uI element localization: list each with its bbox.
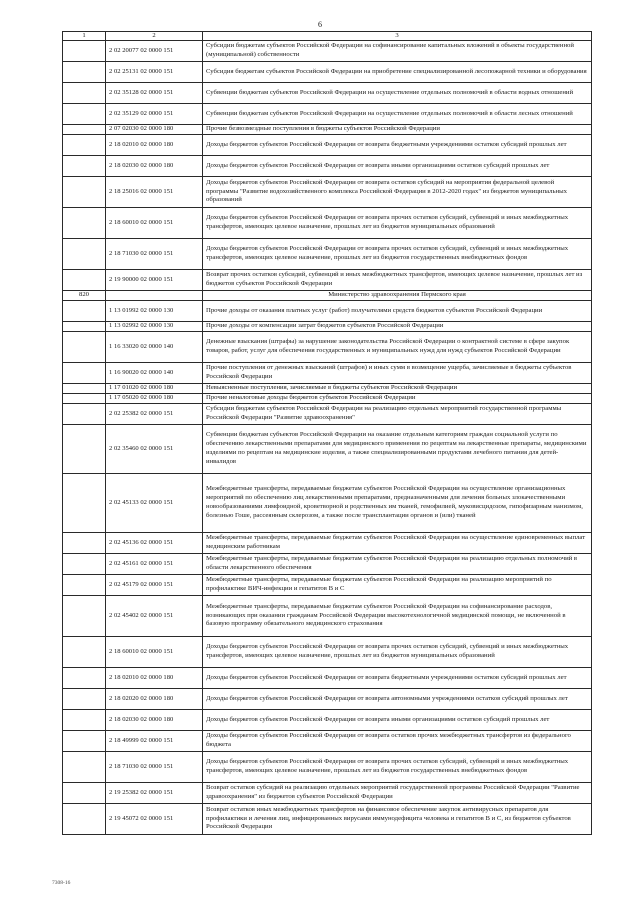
kbk-code-cell: 2 02 25131 02 0000 151 bbox=[106, 62, 203, 83]
description-cell: Межбюджетные трансферты, передаваемые бюджетам субъектов Российской Федерации на реализацию мероприятий по профилактике ВИЧ-инфекции и гепатитов В и С bbox=[203, 575, 592, 596]
code-cell bbox=[63, 135, 106, 156]
table-row bbox=[63, 270, 592, 291]
description-cell: Доходы бюджетов субъектов Российской Федерации от возврата бюджетными учреждениями остатков субсидий прошлых лет bbox=[203, 135, 592, 156]
kbk-code-cell: 2 02 45402 02 0000 151 bbox=[106, 596, 203, 637]
description-cell: Субвенции бюджетам субъектов Российской Федерации на оказание отдельным категориям граждан социальной услуги по обеспечению лекарственными препаратами для медицинского применения по рецептам на лекарственные препараты, медицинскими изделиями по рецептам на медицинские изделия, а также специализированными продуктами лечебного питания для детей-инвалидов bbox=[203, 425, 592, 474]
code-cell bbox=[63, 270, 106, 291]
table-row bbox=[63, 731, 592, 752]
table-body bbox=[63, 32, 592, 835]
kbk-code-cell: 1 13 01992 02 0000 130 bbox=[106, 301, 203, 322]
kbk-code-cell: 2 02 35128 02 0000 151 bbox=[106, 83, 203, 104]
kbk-code-cell: 2 02 25382 02 0000 151 bbox=[106, 404, 203, 425]
description-cell: Доходы бюджетов субъектов Российской Федерации от возврата остатков прочих межбюджетных трансфертов из федерального бюджета bbox=[203, 731, 592, 752]
kbk-code-cell: 2 18 71030 02 0000 151 bbox=[106, 239, 203, 270]
description-cell: Доходы бюджетов субъектов Российской Федерации от возврата иными организациями остатков субсидий прошлых лет bbox=[203, 710, 592, 731]
table-row bbox=[63, 425, 592, 474]
description-cell: Субсидия бюджетам субъектов Российской Федерации на приобретение специализированной лесопожарной техники и оборудования bbox=[203, 62, 592, 83]
code-cell bbox=[63, 689, 106, 710]
revenue-codes-table-container bbox=[62, 31, 592, 835]
table-row bbox=[63, 394, 592, 404]
table-row bbox=[63, 239, 592, 270]
code-cell bbox=[63, 533, 106, 554]
code-cell bbox=[63, 668, 106, 689]
description-cell: Межбюджетные трансферты, передаваемые бюджетам субъектов Российской Федерации на осуществление единовременных выплат медицинским работникам bbox=[203, 533, 592, 554]
table-row bbox=[63, 783, 592, 804]
table-row bbox=[63, 41, 592, 62]
code-cell bbox=[63, 752, 106, 783]
description-cell: Доходы бюджетов субъектов Российской Федерации от возврата иными организациями остатков субсидий прошлых лет bbox=[203, 156, 592, 177]
table-row bbox=[63, 363, 592, 384]
kbk-code-cell: 2 18 25016 02 0000 151 bbox=[106, 177, 203, 208]
description-cell: Доходы бюджетов субъектов Российской Федерации от возврата бюджетными учреждениями остатков субсидий прошлых лет bbox=[203, 668, 592, 689]
description-cell: Возврат остатков субсидий на реализацию отдельных мероприятий государственной программы Российской Федерации "Развитие здравоохранения" из бюджетов субъектов Российской Федерации bbox=[203, 783, 592, 804]
description-cell: Межбюджетные трансферты, передаваемые бюджетам субъектов Российской Федерации на софинансирование расходов, возникающих при оказании гражданам Российской Федерации высокотехнологичной медицинской помощи, не включенной в базовую программу обязательного медицинского страхования bbox=[203, 596, 592, 637]
header-col-2: 2 bbox=[106, 32, 203, 41]
kbk-code-cell: 2 18 02020 02 0000 180 bbox=[106, 689, 203, 710]
revenue-codes-table bbox=[62, 31, 592, 835]
code-cell bbox=[63, 41, 106, 62]
kbk-code-cell: 2 02 45136 02 0000 151 bbox=[106, 533, 203, 554]
table-row bbox=[63, 404, 592, 425]
description-cell: Доходы бюджетов субъектов Российской Федерации от возврата автономными учреждениями остатков субсидий прошлых лет bbox=[203, 689, 592, 710]
page-number: 6 bbox=[318, 20, 322, 29]
code-cell bbox=[63, 394, 106, 404]
kbk-code-cell: 1 17 01020 02 0000 180 bbox=[106, 384, 203, 394]
kbk-code-cell: 2 19 90000 02 0000 151 bbox=[106, 270, 203, 291]
kbk-code-cell: 2 07 02030 02 0000 180 bbox=[106, 125, 203, 135]
table-row bbox=[63, 533, 592, 554]
table-row bbox=[63, 689, 592, 710]
description-cell: Доходы бюджетов субъектов Российской Федерации от возврата прочих остатков субсидий, субвенций и иных межбюджетных трансфертов, имеющих целевое назначение, прошлых лет из бюджетов государственных внебюджетных фондов bbox=[203, 239, 592, 270]
table-row bbox=[63, 332, 592, 363]
code-cell bbox=[63, 404, 106, 425]
description-cell: Прочие доходы от компенсации затрат бюджетов субъектов Российской Федерации bbox=[203, 322, 592, 332]
code-cell bbox=[63, 239, 106, 270]
description-cell: Доходы бюджетов субъектов Российской Федерации от возврата прочих остатков субсидий, субвенций и иных межбюджетных трансфертов, имеющих целевое назначение, прошлых лет из бюджетов муниципальных образований bbox=[203, 208, 592, 239]
kbk-code-cell: 1 16 90020 02 0000 140 bbox=[106, 363, 203, 384]
table-row bbox=[63, 83, 592, 104]
table-row bbox=[63, 474, 592, 533]
kbk-code-cell: 2 19 25382 02 0000 151 bbox=[106, 783, 203, 804]
table-row bbox=[63, 384, 592, 394]
table-row bbox=[63, 710, 592, 731]
code-cell bbox=[63, 637, 106, 668]
description-cell: Субсидии бюджетам субъектов Российской Федерации на софинансирование капитальных вложений в объекты государственной (муниципальной) собственности bbox=[203, 41, 592, 62]
kbk-code-cell bbox=[106, 291, 203, 301]
table-row bbox=[63, 322, 592, 332]
code-cell bbox=[63, 384, 106, 394]
kbk-code-cell: 2 18 60010 02 0000 151 bbox=[106, 208, 203, 239]
code-cell bbox=[63, 301, 106, 322]
table-row bbox=[63, 804, 592, 835]
kbk-code-cell: 1 13 02992 02 0000 130 bbox=[106, 322, 203, 332]
document-stamp: 7308-16 bbox=[52, 880, 71, 886]
code-cell bbox=[63, 125, 106, 135]
description-cell: Возврат остатков иных межбюджетных трансфертов на финансовое обеспечение закупок антивирусных препаратов для профилактики и лечения лиц, инфицированных вирусами иммунодефицита человека и гепатитов В и С, из бюджетов субъектов Российской Федерации bbox=[203, 804, 592, 835]
code-cell bbox=[63, 474, 106, 533]
code-cell bbox=[63, 575, 106, 596]
table-row bbox=[63, 554, 592, 575]
description-cell: Доходы бюджетов субъектов Российской Федерации от возврата прочих остатков субсидий, субвенций и иных межбюджетных трансфертов, имеющих целевое назначение, прошлых лет из бюджетов муниципальных образований bbox=[203, 637, 592, 668]
description-cell: Прочие доходы от оказания платных услуг (работ) получателями средств бюджетов субъектов Российской Федерации bbox=[203, 301, 592, 322]
kbk-code-cell: 2 18 71030 02 0000 151 bbox=[106, 752, 203, 783]
kbk-code-cell: 2 18 02030 02 0000 180 bbox=[106, 156, 203, 177]
code-cell bbox=[63, 363, 106, 384]
table-row bbox=[63, 104, 592, 125]
table-row bbox=[63, 752, 592, 783]
kbk-code-cell: 2 19 45072 02 0000 151 bbox=[106, 804, 203, 835]
description-cell: Межбюджетные трансферты, передаваемые бюджетам субъектов Российской Федерации на осуществление организационных мероприятий по обеспечению лиц лекарственными препаратами, предназначенными для лечения больных злокачественными новообразованиями лимфоидной, кроветворной и родственных им тканей, гемофилией, муковисцидозом, гипофизарным нанизмом, болезнью Гоше, рассеянным склерозом, а также после трансплантации органов и (или) тканей bbox=[203, 474, 592, 533]
description-cell: Прочие безвозмездные поступления в бюджеты субъектов Российской Федерации bbox=[203, 125, 592, 135]
code-cell bbox=[63, 596, 106, 637]
kbk-code-cell: 2 02 35129 02 0000 151 bbox=[106, 104, 203, 125]
code-cell bbox=[63, 332, 106, 363]
table-row bbox=[63, 668, 592, 689]
kbk-code-cell: 1 17 05020 02 0000 180 bbox=[106, 394, 203, 404]
table-row bbox=[63, 177, 592, 208]
table-row bbox=[63, 62, 592, 83]
description-cell: Субсидии бюджетам субъектов Российской Федерации на реализацию отдельных мероприятий государственной программы Российской Федерации "Развитие здравоохранения" bbox=[203, 404, 592, 425]
description-cell: Субвенции бюджетам субъектов Российской Федерации на осуществление отдельных полномочий в области лесных отношений bbox=[203, 104, 592, 125]
kbk-code-cell: 2 02 45161 02 0000 151 bbox=[106, 554, 203, 575]
code-cell bbox=[63, 156, 106, 177]
description-cell: Прочие неналоговые доходы бюджетов субъектов Российской Федерации bbox=[203, 394, 592, 404]
code-cell bbox=[63, 804, 106, 835]
code-cell bbox=[63, 425, 106, 474]
kbk-code-cell: 2 18 49999 02 0000 151 bbox=[106, 731, 203, 752]
kbk-code-cell: 2 02 35460 02 0000 151 bbox=[106, 425, 203, 474]
kbk-code-cell: 1 16 33020 02 0000 140 bbox=[106, 332, 203, 363]
table-row bbox=[63, 208, 592, 239]
code-cell bbox=[63, 62, 106, 83]
kbk-code-cell: 2 02 20077 02 0000 151 bbox=[106, 41, 203, 62]
description-cell: Межбюджетные трансферты, передаваемые бюджетам субъектов Российской Федерации на реализацию отдельных полномочий в области лекарственного обеспечения bbox=[203, 554, 592, 575]
description-cell: Субвенции бюджетам субъектов Российской Федерации на осуществление отдельных полномочий в области водных отношений bbox=[203, 83, 592, 104]
code-cell bbox=[63, 731, 106, 752]
table-row bbox=[63, 637, 592, 668]
description-cell: Доходы бюджетов субъектов Российской Федерации от возврата прочих остатков субсидий, субвенций и иных межбюджетных трансфертов, имеющих целевое назначение, прошлых лет из бюджетов государственных внебюджетных фондов bbox=[203, 752, 592, 783]
table-header-row bbox=[63, 32, 592, 41]
code-cell bbox=[63, 322, 106, 332]
table-row bbox=[63, 125, 592, 135]
description-cell: Денежные взыскания (штрафы) за нарушение законодательства Российской Федерации о контрактной системе в сфере закупок товаров, работ, услуг для обеспечения государственных и муниципальных нужд для нужд субъектов Российской Федерации bbox=[203, 332, 592, 363]
ministry-row bbox=[63, 291, 592, 301]
table-row bbox=[63, 575, 592, 596]
kbk-code-cell: 2 18 60010 02 0000 151 bbox=[106, 637, 203, 668]
kbk-code-cell: 2 02 45133 02 0000 151 bbox=[106, 474, 203, 533]
code-cell: 820 bbox=[63, 291, 106, 301]
code-cell bbox=[63, 554, 106, 575]
code-cell bbox=[63, 177, 106, 208]
description-cell: Министерство здравоохранения Пермского края bbox=[203, 291, 592, 301]
kbk-code-cell: 2 18 02030 02 0000 180 bbox=[106, 710, 203, 731]
table-row bbox=[63, 156, 592, 177]
header-col-3: 3 bbox=[203, 32, 592, 41]
kbk-code-cell: 2 02 45179 02 0000 151 bbox=[106, 575, 203, 596]
header-col-1: 1 bbox=[63, 32, 106, 41]
code-cell bbox=[63, 710, 106, 731]
code-cell bbox=[63, 83, 106, 104]
table-row bbox=[63, 135, 592, 156]
kbk-code-cell: 2 18 02010 02 0000 180 bbox=[106, 135, 203, 156]
description-cell: Доходы бюджетов субъектов Российской Федерации от возврата остатков субсидий на мероприятия федеральной целевой программы "Развитие водохозяйственного комплекса Российской Федерации в 2012-2020 годах" из бюджетов муниципальных образований bbox=[203, 177, 592, 208]
description-cell: Невыясненные поступления, зачисляемые в бюджеты субъектов Российской Федерации bbox=[203, 384, 592, 394]
code-cell bbox=[63, 783, 106, 804]
table-row bbox=[63, 301, 592, 322]
code-cell bbox=[63, 104, 106, 125]
kbk-code-cell: 2 18 02010 02 0000 180 bbox=[106, 668, 203, 689]
description-cell: Возврат прочих остатков субсидий, субвенций и иных межбюджетных трансфертов, имеющих целевое назначение, прошлых лет из бюджетов субъектов Российской Федерации bbox=[203, 270, 592, 291]
table-row bbox=[63, 596, 592, 637]
code-cell bbox=[63, 208, 106, 239]
description-cell: Прочие поступления от денежных взысканий (штрафов) и иных сумм в возмещение ущерба, зачисляемые в бюджеты субъектов Российской Федерации bbox=[203, 363, 592, 384]
